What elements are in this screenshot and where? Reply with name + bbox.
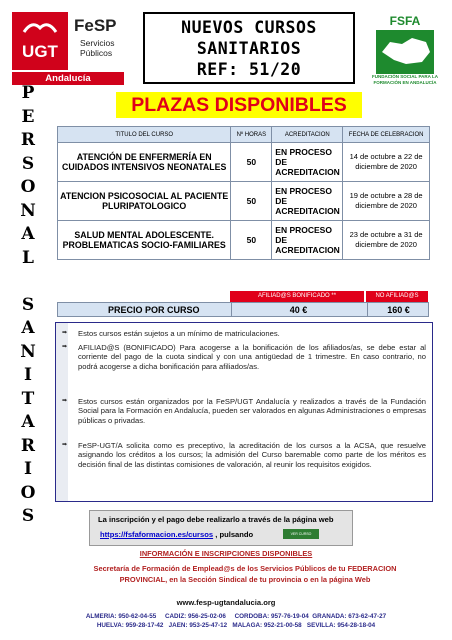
fsfa-logo	[372, 14, 438, 86]
condition-text: AFILIAD@S (BONIFICADO) Para acogerse a la bonificación de los afiliados/as, se debe estar al corriente del pago de la cuota sindical y con una antigüedad de 1 trimestre. En caso contrario, no podrá acogerse a dicha bonificación para afiliados/as.	[78, 343, 426, 371]
condition-item	[62, 441, 426, 469]
price-affiliate: 40 €	[231, 303, 365, 317]
course-hours: 50	[231, 221, 272, 260]
fesp-subtitle: Servicios Públicos	[80, 38, 115, 58]
price-non-affiliate: 160 €	[367, 303, 429, 317]
courses-link[interactable]: https://fsfaformacion.es/cursos	[100, 530, 214, 539]
ugt-logo-box	[12, 12, 68, 70]
course-dates: 14 de octubre a 22 de diciembre de 2020	[343, 143, 430, 182]
fsfa-logo-text: FSFA	[389, 14, 421, 28]
vertical-letter: A	[21, 224, 35, 244]
condition-item	[62, 343, 426, 371]
header-dates: FECHA DE CELEBRACION	[343, 127, 430, 143]
vertical-letter: N	[20, 200, 36, 221]
handshake-icon	[22, 18, 58, 40]
vertical-letter: S	[21, 153, 35, 174]
price-header-non-affiliate: NO AFILIAD@S	[366, 291, 428, 302]
course-dates: 23 de octubre a 31 de diciembre de 2020	[343, 221, 430, 260]
table-header-row	[58, 127, 430, 143]
price-header-affiliate: AFILIAD@S BONIFICADO **	[230, 291, 364, 302]
ugt-logo-text: UGT	[22, 42, 58, 61]
inscription-after-link: , pulsando	[215, 530, 254, 539]
condition-text: Estos cursos están organizados por la FeSP/UGT Andalucía y realizados a través de la Fundación Social para la Formación en Andalucía, pueden ser valorados en algunas Administraciones o empresas públicas o privadas.	[78, 397, 426, 425]
info-title: INFORMACIÓN E INSCRIPCIONES DISPONIBLES	[139, 549, 313, 558]
vertical-letter: I	[24, 365, 32, 385]
table-row	[58, 143, 430, 182]
condition-item	[62, 397, 426, 425]
phones-block	[30, 613, 442, 630]
fsfa-footer: FUNDACIÓN SOCIAL PARA LA FORMACIÓN EN ANDALUCÍA	[372, 74, 438, 85]
condition-text: FeSP-UGT/A solicita como es preceptivo, la acreditación de los cursos a la ACSA, que resuelve asignando los créditos a los cursos; la admisión del Curso baremable como parte de los méritos es decisión final de las distintas comisiones de valoración, al reunir los requisitos exigidos.	[78, 441, 426, 469]
arrow-bullet-icon: ➡	[62, 330, 68, 336]
plazas-banner: PLAZAS DISPONIBLES	[116, 92, 362, 118]
inscription-link-line	[100, 530, 253, 539]
info-line-2: PROVINCIAL, en la Sección Sindical de tu provincia o en la página Web	[119, 575, 371, 584]
vertical-letter: S	[21, 506, 35, 526]
condition-text: Estos cursos están sujetos a un mínimo de matriculaciones.	[78, 329, 280, 338]
vertical-letter: O	[20, 177, 36, 197]
title-line-1: NUEVOS CURSOS	[181, 18, 317, 37]
vertical-title	[12, 82, 44, 529]
header-accreditation: ACREDITACION	[272, 127, 343, 143]
vertical-letter: P	[21, 83, 35, 103]
phones-line-2: HUELVA: 959-28-17-42 JAEN: 953-25-47-12 MALAGA: 952-21-00-58 SEVILLA: 954-28-18-04	[96, 621, 376, 629]
courses-table	[57, 126, 430, 260]
course-title: ATENCIÓN DE ENFERMERÍA EN CUIDADOS INTENSIVOS NEONATALES	[58, 143, 231, 182]
header-hours: Nº HORAS	[231, 127, 272, 143]
vertical-letter: L	[22, 247, 34, 268]
vertical-letter: R	[20, 130, 36, 150]
course-title: SALUD MENTAL ADOLESCENTE. PROBLEMATICAS SOCIO-FAMILIARES	[58, 221, 231, 260]
arrow-bullet-icon: ➡	[62, 344, 68, 350]
vertical-letter: A	[21, 412, 35, 432]
arrow-bullet-icon: ➡	[62, 398, 68, 404]
info-text	[60, 563, 430, 585]
fesp-logo-text: FeSP	[74, 16, 117, 35]
vertical-letter: A	[21, 318, 35, 338]
inscription-text: La inscripción y el pago debe realizarlo a través de la página web	[98, 515, 334, 524]
ugt-fesp-logo	[12, 12, 132, 84]
course-dates: 19 de octubre a 28 de diciembre de 2020	[343, 182, 430, 221]
vertical-gap	[12, 270, 44, 294]
vertical-letter: S	[21, 294, 35, 315]
phones-line-1: ALMERIA: 950-62-04-55 CADIZ: 956-25-02-06 CORDOBA: 957-76-19-04 GRANADA: 673-62-47-27	[85, 613, 387, 620]
website-link[interactable]: www.fesp-ugtandalucia.org	[176, 598, 276, 607]
title-line-3: REF: 51/20	[196, 60, 302, 79]
course-accreditation: EN PROCESO DE ACREDITACION	[272, 182, 343, 221]
price-label: PRECIO POR CURSO	[108, 305, 200, 315]
header-title: TITULO DEL CURSO	[58, 127, 231, 143]
course-hours: 50	[231, 182, 272, 221]
vertical-letter: O	[20, 482, 36, 503]
region-label: Andalucía	[12, 72, 124, 85]
price-row	[57, 302, 429, 317]
conditions-box	[55, 322, 433, 502]
title-line-2: SANITARIOS	[196, 39, 302, 58]
vertical-letter: E	[21, 106, 35, 127]
title-box	[143, 12, 355, 84]
vertical-letter: N	[20, 341, 36, 362]
course-title: ATENCION PSICOSOCIAL AL PACIENTE PLURIPATOLOGICO	[58, 182, 231, 221]
andalucia-map-icon	[376, 30, 434, 74]
vertical-letter: I	[24, 459, 32, 479]
inscription-box	[89, 510, 353, 546]
course-accreditation: EN PROCESO DE ACREDITACION	[272, 221, 343, 260]
course-accreditation: EN PROCESO DE ACREDITACION	[272, 143, 343, 182]
vertical-letter: T	[21, 388, 35, 409]
info-line-1: Secretaría de Formación de Emplead@s de los Servicios Públicos de tu FEDERACION	[93, 564, 397, 573]
ver-curso-button[interactable]: VER CURSO	[283, 529, 319, 539]
table-row	[58, 182, 430, 221]
course-hours: 50	[231, 143, 272, 182]
condition-item	[62, 329, 426, 338]
vertical-letter: R	[20, 435, 36, 456]
arrow-bullet-icon: ➡	[62, 442, 68, 448]
table-row	[58, 221, 430, 260]
